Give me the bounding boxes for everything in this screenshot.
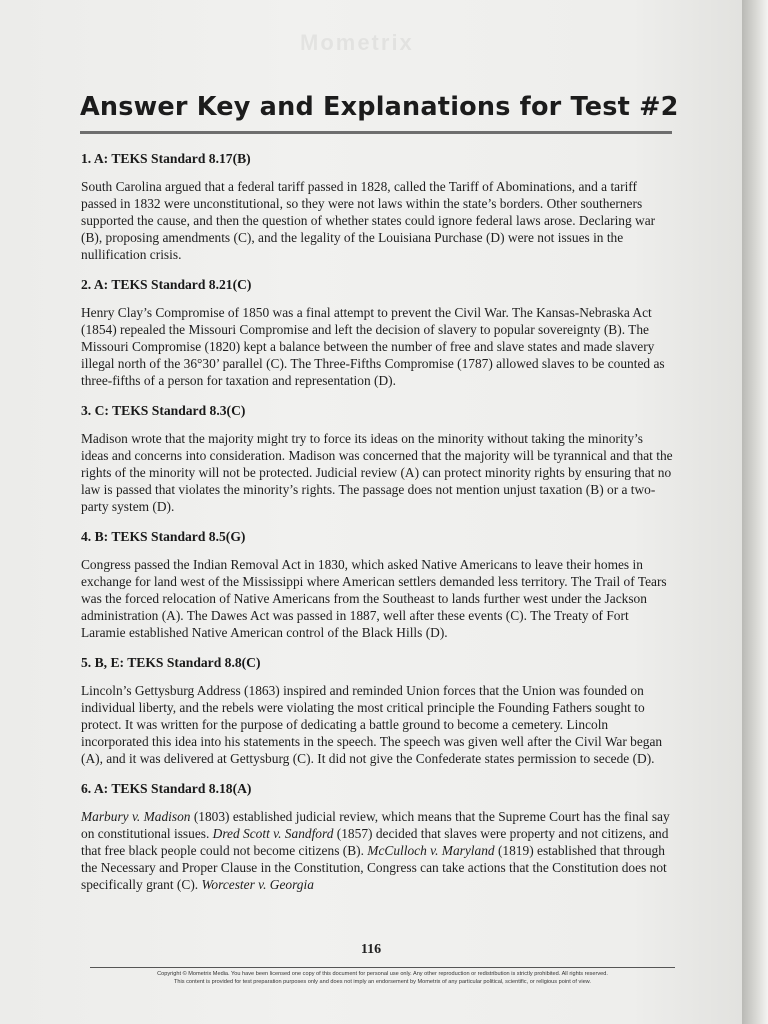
answer-item (81, 780, 673, 893)
page-number: 116 (360, 942, 382, 957)
answer-heading: 5. B, E: TEKS Standard 8.8(C) (81, 655, 261, 670)
case-name: Worcester v. Georgia (201, 877, 314, 892)
explanation-text: Henry Clay’s Compromise of 1850 was a final attempt to prevent the Civil War. The Kansas-Nebraska Act (1854) repealed the Missouri Compromise and left the decision of slavery to popular sovereignty (B). The Missouri Compromise (1820) kept a balance between the number of free and slave states and made slavery illegal north of the 36°30’ parallel (C). The Three-Fifths Compromise (1787) allowed slaves to be counted as three-fifths of a person for taxation and representation (D). (81, 305, 665, 388)
answer-item (81, 528, 673, 641)
answer-explanation (81, 178, 673, 263)
answer-heading: 3. C: TEKS Standard 8.3(C) (81, 403, 246, 418)
copyright-line: Copyright © Mometrix Media. You have been licensed one copy of this document for personal use only. Any other reproduction or redistribution is strictly prohibited. All rights reserved. (157, 971, 608, 977)
bleed-through-text: Mometrix (300, 30, 414, 55)
explanation-text: (1803) established judicial review, which means that the Supreme Court has the final say on constitutional issues. (81, 809, 670, 841)
answer-explanation (81, 682, 673, 767)
answer-item (81, 150, 673, 263)
explanation-text: Madison wrote that the majority might try to force its ideas on the minority without taking the minority’s ideas and concerns into consideration. Madison was concerned that the majority will be tyrannical and that the rights of the minority will not be protected. Judicial review (A) can protect minority rights by ensuring that no law is passed that violates the minority’s rights. The passage does not mention unjust taxation (B) or a two-party system (D). (81, 431, 673, 514)
case-name: McCulloch v. Maryland (367, 843, 495, 858)
answer-explanation (81, 304, 673, 389)
answer-heading: 1. A: TEKS Standard 8.17(B) (81, 151, 251, 166)
answer-item (81, 402, 673, 515)
copyright-line: This content is provided for test preparation purposes only and does not imply an endorsement by Mometrix of any particular political, scientific, or religious point of view. (174, 979, 591, 985)
footer-divider (90, 967, 675, 968)
answer-heading: 6. A: TEKS Standard 8.18(A) (81, 781, 252, 796)
case-name: Dred Scott v. Sandford (212, 826, 334, 841)
answer-item (81, 654, 673, 767)
answer-explanation (81, 808, 673, 893)
title-divider (80, 131, 672, 134)
answer-heading: 2. A: TEKS Standard 8.21(C) (81, 277, 252, 292)
explanation-text: Congress passed the Indian Removal Act in 1830, which asked Native Americans to leave their homes in exchange for land west of the Mississippi where American settlers demanded less territory. The Trail of Tears was the forced relocation of Native Americans from the Southeast to lands further west under the Jackson administration (A). The Dawes Act was passed in 1887, well after these events (C). The Treaty of Fort Laramie established Native American control of the Black Hills (D). (81, 557, 667, 640)
answer-explanation (81, 430, 673, 515)
explanation-text: South Carolina argued that a federal tariff passed in 1828, called the Tariff of Abominations, and a tariff passed in 1832 were unconstitutional, so they were not laws within the state’s borders. Other southerners supported the cause, and then the question of whether states could ignore federal laws arose. Declaring war (B), proposing amendments (C), and the legality of the Louisiana Purchase (D) were not issues in the nullification crisis. (81, 179, 656, 262)
answer-list (81, 150, 673, 906)
answer-heading: 4. B: TEKS Standard 8.5(G) (81, 529, 246, 544)
page-title: Answer Key and Explanations for Test #2 (80, 92, 679, 122)
book-spine-shadow (742, 0, 768, 1024)
explanation-text: (1857) decided that slaves were property and not citizens, and that free black people could not become citizens (B). (81, 826, 669, 858)
copyright-notice (90, 970, 675, 986)
explanation-text: Lincoln’s Gettysburg Address (1863) inspired and reminded Union forces that the Union was founded on individual liberty, and the rebels were violating the most critical principle the Founding Fathers sought to protect. It was written for the purpose of dedicating a battle ground to become a cemetery. Lincoln incorporated this idea into his statements in the speech. The speech was given well after the Civil War began (A), and it was delivered at Gettysburg (C). It did not give the Confederate states permission to secede (D). (81, 683, 663, 766)
answer-item (81, 276, 673, 389)
case-name: Marbury v. Madison (81, 809, 191, 824)
answer-explanation (81, 556, 673, 641)
explanation-text: (1819) established that through the Necessary and Proper Clause in the Constitution, Congress can take actions that the Constitution does not specifically grant (C). (81, 843, 667, 892)
